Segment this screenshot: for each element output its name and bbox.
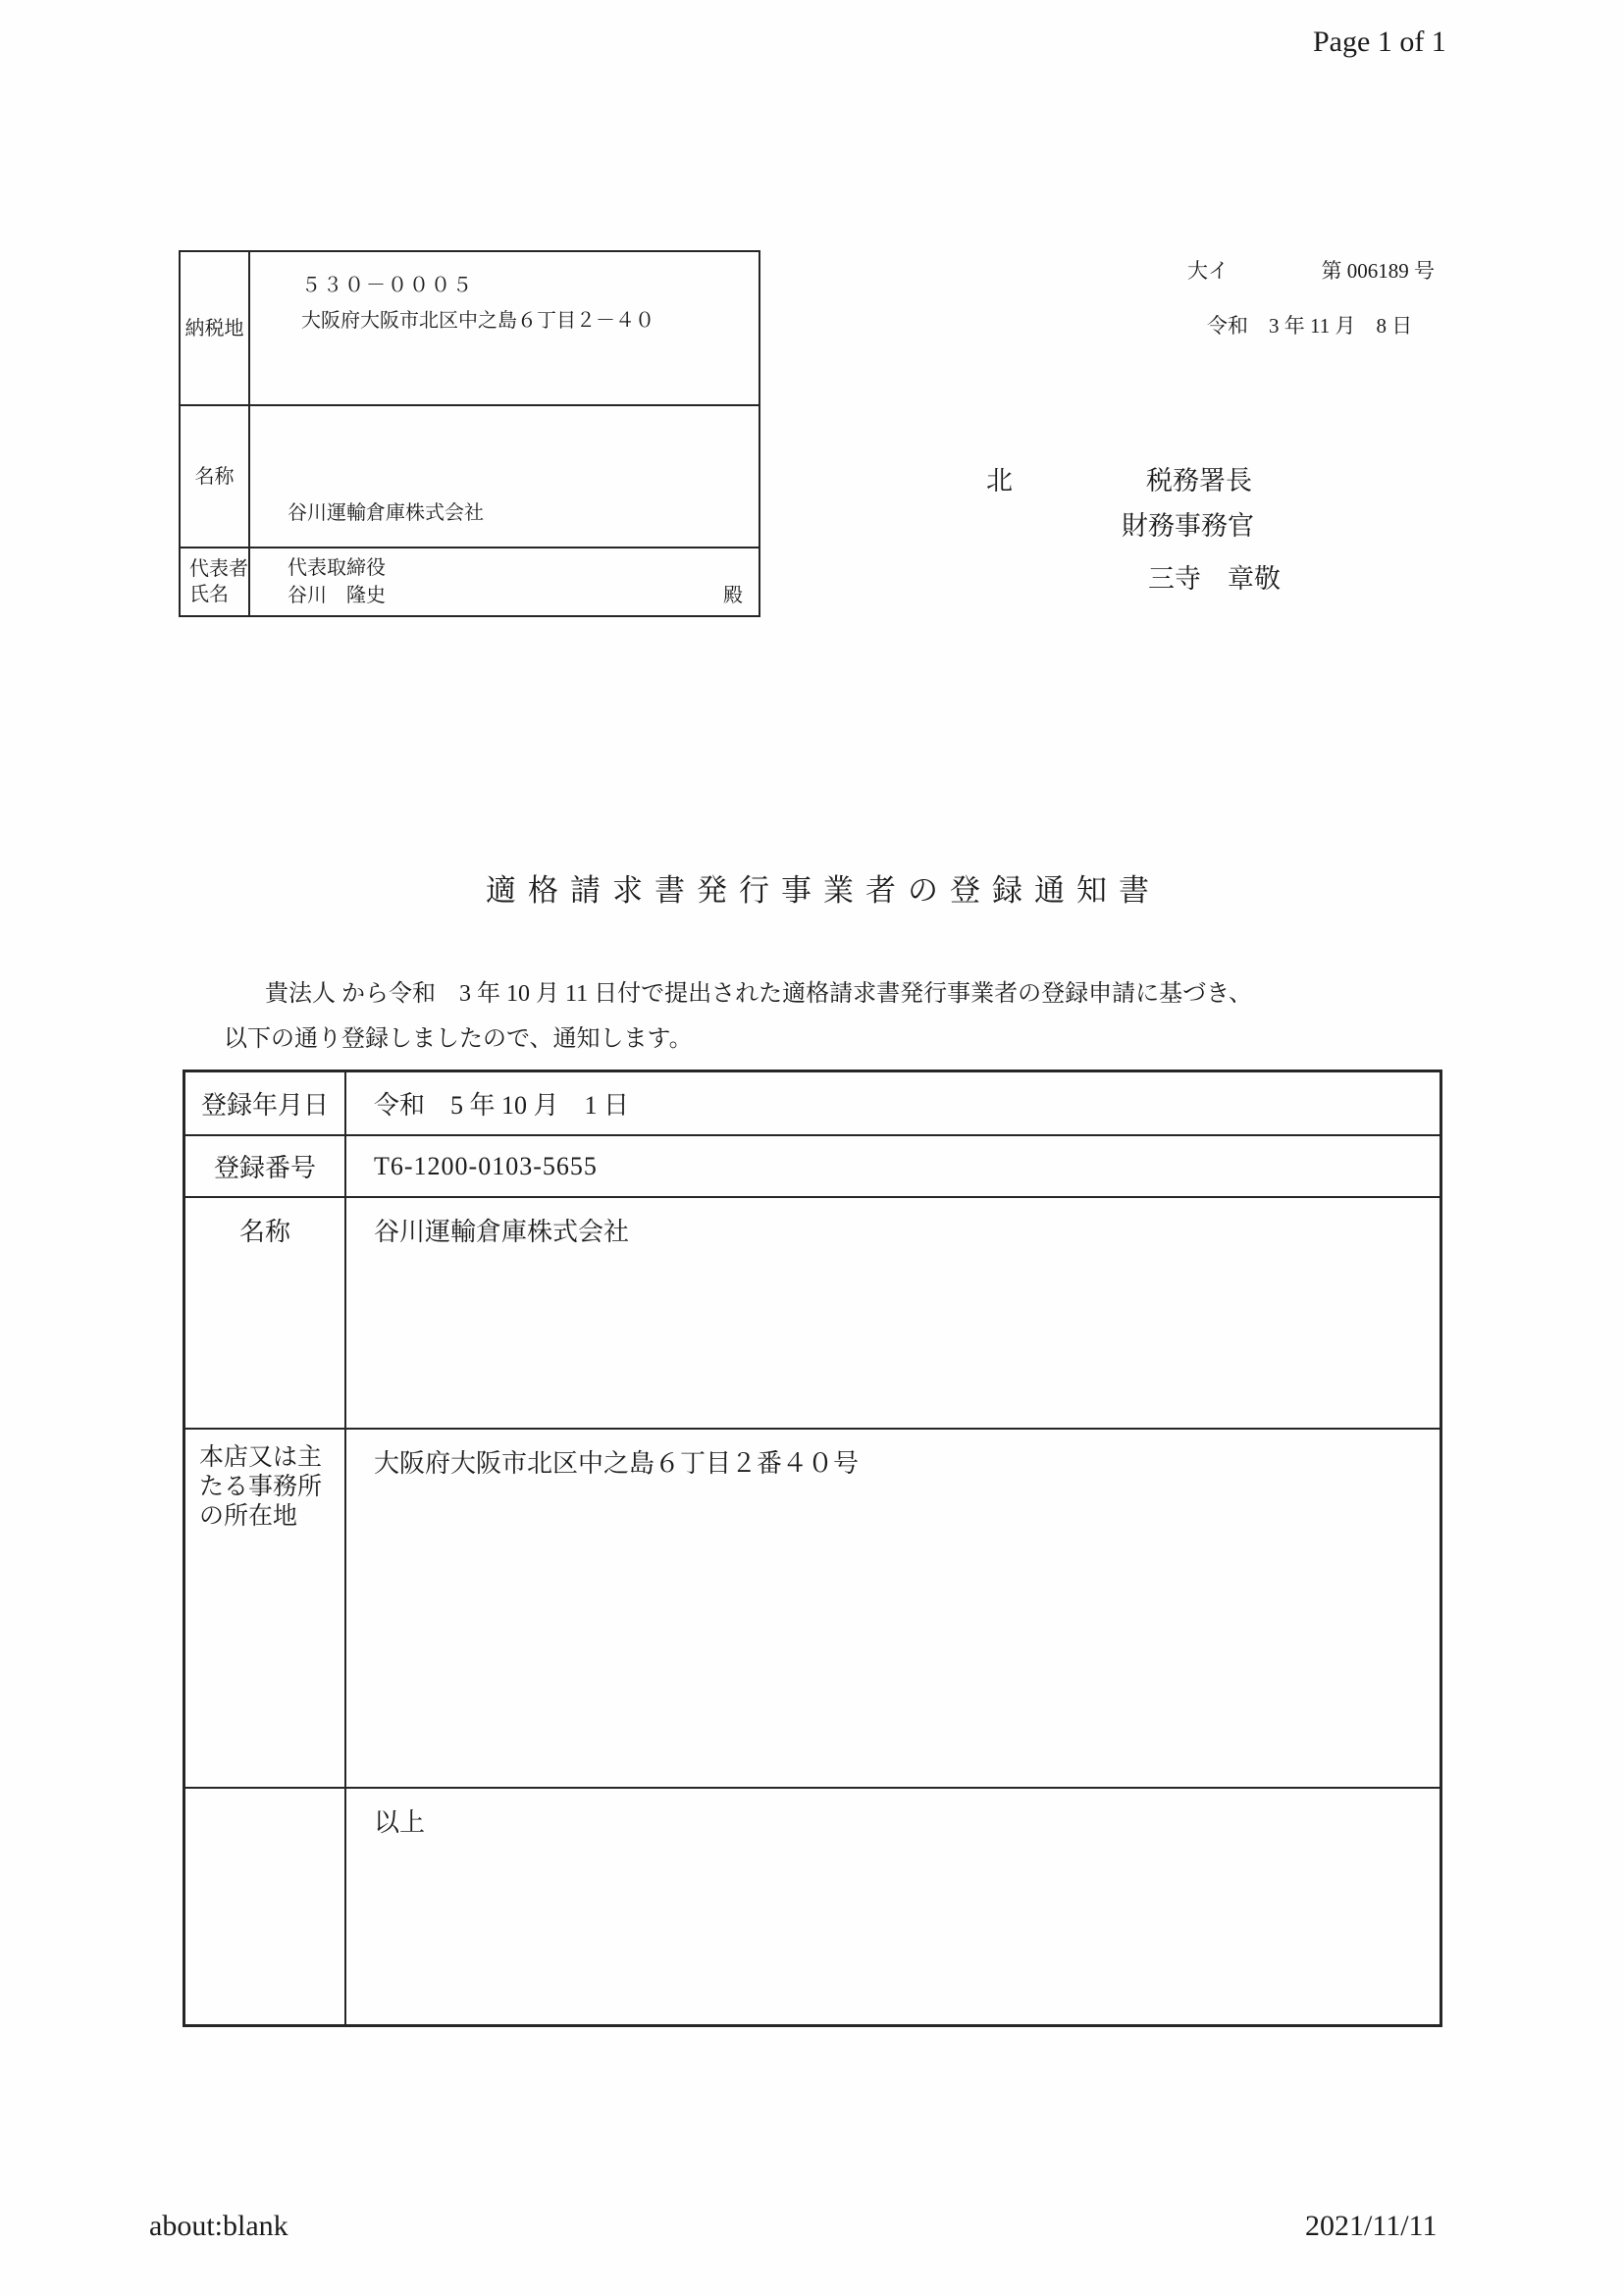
taxpayer-address-row	[181, 252, 759, 406]
representative-row	[181, 548, 759, 615]
body-line-1: 貴法人 から令和 3 年 10 月 11 日付で提出された適格請求書発行事業者の登録申請に基づき、	[265, 981, 1253, 1007]
officer-name: 三寺 章敬	[1148, 564, 1281, 594]
table-row-head-office	[185, 1430, 1440, 1789]
representative-name: 谷川 隆史	[288, 585, 386, 606]
representative-label	[181, 548, 250, 615]
head-office-value: 大阪府大阪市北区中之島６丁目２番４０号	[374, 1449, 860, 1478]
footer-url: about:blank	[149, 2210, 288, 2242]
head-office-label: 本店又は主たる事務所の所在地	[185, 1430, 346, 1787]
issue-block	[1187, 255, 1435, 339]
taxpayer-address-value	[250, 252, 759, 404]
taxpayer-address-text: 大阪府大阪市北区中之島６丁目２－４０	[301, 310, 654, 332]
document-body	[224, 971, 1450, 1062]
end-row-label	[185, 1789, 346, 2024]
representative-name-line	[288, 582, 743, 609]
issue-number-line	[1187, 255, 1435, 285]
tax-office-name: 北	[986, 466, 1013, 496]
end-row-value: 以上	[374, 1808, 426, 1837]
registration-date-label: 登録年月日	[185, 1072, 346, 1134]
registration-table	[183, 1070, 1442, 2027]
issue-date: 令和 3 年 11 月 8 日	[1207, 314, 1413, 338]
officer-title: 財務事務官	[1122, 511, 1254, 541]
taxpayer-name-label: 名称	[181, 406, 250, 547]
issue-doc-number: 第 006189 号	[1321, 259, 1435, 283]
taxpayer-name-row	[181, 406, 759, 548]
representative-title: 代表取締役	[288, 557, 386, 579]
issue-office-code: 大イ	[1187, 259, 1229, 283]
name-label: 名称	[185, 1198, 346, 1428]
document-title: 適格請求書発行事業者の登録通知書	[486, 873, 1161, 908]
representative-label-line2: 氏名	[189, 584, 229, 605]
registration-number-value: T6-1200-0103-5655	[374, 1151, 598, 1180]
representative-label-line1: 代表者	[189, 558, 248, 580]
page-number: Page 1 of 1	[1313, 26, 1446, 58]
name-value: 谷川運輸倉庫株式会社	[374, 1218, 630, 1246]
table-row-name	[185, 1198, 1440, 1430]
footer-date: 2021/11/11	[1305, 2210, 1438, 2242]
table-row-end	[185, 1789, 1440, 2024]
body-line-2: 以下の通り登録しましたので、通知します。	[224, 1026, 693, 1052]
honorific: 殿	[723, 585, 743, 606]
table-row-registration-number	[185, 1136, 1440, 1198]
taxpayer-postal-code: ５３０－０００５	[301, 275, 474, 296]
registration-date-value: 令和 5 年 10 月 1 日	[374, 1091, 630, 1120]
taxpayer-name-value: 谷川運輸倉庫株式会社	[288, 502, 484, 524]
registration-number-label: 登録番号	[185, 1136, 346, 1196]
taxpayer-box	[179, 250, 760, 617]
taxpayer-address-label: 納税地	[181, 252, 250, 404]
representative-value	[250, 548, 759, 615]
tax-office-title: 税務署長	[1146, 466, 1252, 496]
table-row-registration-date	[185, 1072, 1440, 1136]
